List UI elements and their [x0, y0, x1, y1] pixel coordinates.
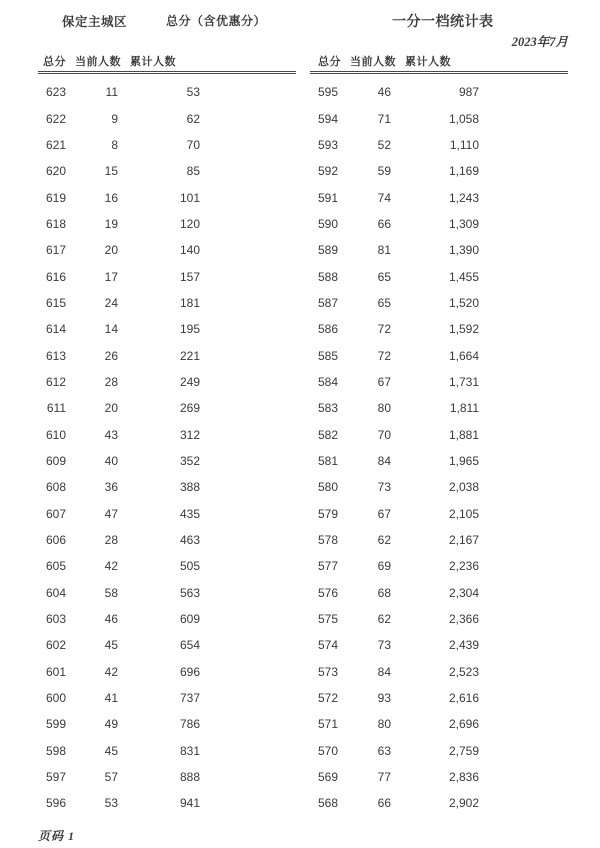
score-cell: 579 [317, 506, 338, 521]
score-table-right [310, 52, 568, 817]
table-row [38, 553, 296, 579]
score-cell: 580 [317, 480, 338, 495]
score-cell: 575 [317, 612, 338, 627]
table-row [310, 132, 568, 158]
current-count-cell: 70 [377, 427, 391, 442]
table-row [310, 685, 568, 711]
cumulative-count-cell: 195 [179, 322, 200, 337]
current-count-cell: 63 [377, 743, 391, 758]
score-cell: 574 [317, 638, 338, 653]
score-cell: 576 [317, 585, 338, 600]
score-cell: 609 [45, 453, 66, 468]
table-row [310, 211, 568, 237]
current-count-cell: 28 [104, 374, 118, 389]
score-cell: 569 [317, 770, 338, 785]
cumulative-count-cell: 941 [179, 796, 200, 811]
current-count-cell: 62 [377, 612, 391, 627]
column-header-current: 当前人数 [75, 56, 121, 68]
current-count-cell: 71 [377, 111, 391, 126]
score-cell: 599 [45, 717, 66, 732]
cumulative-count-cell: 505 [179, 559, 200, 574]
table-row [310, 474, 568, 500]
current-count-cell: 11 [105, 85, 118, 100]
score-cell: 586 [317, 322, 338, 337]
score-cell: 623 [45, 85, 66, 100]
score-cell: 604 [45, 585, 66, 600]
table-row [38, 395, 296, 421]
current-count-cell: 45 [104, 743, 118, 758]
table-row [38, 764, 296, 790]
score-cell: 572 [317, 691, 338, 706]
table-row [310, 395, 568, 421]
table-row [38, 711, 296, 737]
current-count-cell: 57 [104, 770, 118, 785]
column-header-row [38, 52, 296, 71]
current-count-cell: 73 [377, 638, 391, 653]
cumulative-count-cell: 737 [179, 691, 200, 706]
score-cell: 617 [45, 243, 66, 258]
current-count-cell: 72 [377, 322, 391, 337]
table-row [38, 738, 296, 764]
score-cell: 568 [317, 796, 338, 811]
cumulative-count-cell: 1,390 [448, 243, 479, 258]
current-count-cell: 20 [104, 243, 118, 258]
score-cell: 622 [45, 111, 66, 126]
score-cell: 596 [45, 796, 66, 811]
current-count-cell: 15 [104, 164, 118, 179]
report-date: 2023年7月 [511, 35, 568, 49]
table-row [310, 711, 568, 737]
table-row [38, 369, 296, 395]
cumulative-count-cell: 2,366 [448, 612, 479, 627]
cumulative-count-cell: 654 [179, 638, 200, 653]
column-header-cumulative: 累计人数 [405, 56, 451, 68]
current-count-cell: 59 [377, 164, 391, 179]
cumulative-count-cell: 221 [179, 348, 200, 363]
table-row [38, 606, 296, 632]
current-count-cell: 14 [104, 322, 118, 337]
current-count-cell: 72 [377, 348, 391, 363]
cumulative-count-cell: 1,455 [448, 269, 479, 284]
current-count-cell: 49 [104, 717, 118, 732]
score-cell: 594 [317, 111, 338, 126]
current-count-cell: 36 [104, 480, 118, 495]
cumulative-count-cell: 1,664 [448, 348, 479, 363]
current-count-cell: 80 [377, 717, 391, 732]
score-cell: 603 [45, 612, 66, 627]
table-row [310, 659, 568, 685]
current-count-cell: 67 [377, 374, 391, 389]
score-cell: 610 [45, 427, 66, 442]
cumulative-count-cell: 85 [186, 164, 200, 179]
header-divider [38, 71, 296, 74]
current-count-cell: 40 [104, 453, 118, 468]
cumulative-count-cell: 352 [179, 453, 200, 468]
cumulative-count-cell: 1,592 [448, 322, 479, 337]
column-header-row [310, 52, 568, 71]
cumulative-count-cell: 2,105 [448, 506, 479, 521]
table-row [38, 263, 296, 289]
cumulative-count-cell: 1,243 [448, 190, 479, 205]
table-row [310, 237, 568, 263]
cumulative-count-cell: 2,759 [448, 743, 479, 758]
table-row [38, 685, 296, 711]
current-count-cell: 47 [104, 506, 118, 521]
column-header-current: 当前人数 [350, 56, 396, 68]
current-count-cell: 84 [377, 664, 391, 679]
table-row [310, 764, 568, 790]
table-row [38, 211, 296, 237]
current-count-cell: 73 [377, 480, 391, 495]
table-row [38, 184, 296, 210]
cumulative-count-cell: 1,731 [448, 374, 479, 389]
table-row [38, 580, 296, 606]
cumulative-count-cell: 140 [179, 243, 200, 258]
table-row [310, 738, 568, 764]
current-count-cell: 93 [377, 691, 391, 706]
score-cell: 583 [317, 401, 338, 416]
score-table-left [38, 52, 296, 817]
current-count-cell: 65 [377, 269, 391, 284]
score-cell: 591 [317, 190, 338, 205]
current-count-cell: 58 [104, 585, 118, 600]
score-cell: 608 [45, 480, 66, 495]
table-row [310, 158, 568, 184]
score-cell: 598 [45, 743, 66, 758]
table-row [38, 632, 296, 658]
score-cell: 577 [317, 559, 338, 574]
current-count-cell: 52 [377, 137, 391, 152]
cumulative-count-cell: 435 [179, 506, 200, 521]
current-count-cell: 84 [377, 453, 391, 468]
cumulative-count-cell: 2,616 [448, 691, 479, 706]
cumulative-count-cell: 2,038 [448, 480, 479, 495]
current-count-cell: 66 [377, 216, 391, 231]
table-row [38, 316, 296, 342]
cumulative-count-cell: 2,523 [448, 664, 479, 679]
cumulative-count-cell: 2,836 [448, 770, 479, 785]
current-count-cell: 41 [104, 691, 118, 706]
score-cell: 619 [45, 190, 66, 205]
cumulative-count-cell: 157 [179, 269, 200, 284]
score-cell: 587 [317, 295, 338, 310]
score-cell: 582 [317, 427, 338, 442]
cumulative-count-cell: 120 [179, 216, 200, 231]
current-count-cell: 17 [104, 269, 118, 284]
cumulative-count-cell: 53 [186, 85, 200, 100]
table-row [310, 580, 568, 606]
column-header-cumulative: 累计人数 [130, 56, 176, 68]
cumulative-count-cell: 2,304 [448, 585, 479, 600]
current-count-cell: 46 [104, 612, 118, 627]
cumulative-count-cell: 786 [179, 717, 200, 732]
score-cell: 601 [45, 664, 66, 679]
table-row [310, 790, 568, 816]
current-count-cell: 68 [377, 585, 391, 600]
current-count-cell: 69 [377, 559, 391, 574]
score-cell: 570 [317, 743, 338, 758]
cumulative-count-cell: 563 [179, 585, 200, 600]
table-body-left [38, 79, 296, 817]
table-row [310, 184, 568, 210]
table-row [310, 342, 568, 368]
score-cell: 611 [46, 401, 66, 416]
table-row [38, 527, 296, 553]
current-count-cell: 16 [104, 190, 118, 205]
score-cell: 602 [45, 638, 66, 653]
score-cell: 606 [45, 533, 66, 548]
cumulative-count-cell: 2,902 [448, 796, 479, 811]
score-cell: 612 [45, 374, 66, 389]
current-count-cell: 80 [377, 401, 391, 416]
score-cell: 573 [317, 664, 338, 679]
current-count-cell: 24 [104, 295, 118, 310]
cumulative-count-cell: 1,881 [448, 427, 479, 442]
cumulative-count-cell: 1,520 [448, 295, 479, 310]
table-row [310, 606, 568, 632]
report-title: 一分一档统计表 [392, 15, 494, 30]
cumulative-count-cell: 1,965 [448, 453, 479, 468]
current-count-cell: 20 [104, 401, 118, 416]
column-header-score: 总分 [318, 56, 341, 68]
score-cell: 592 [317, 164, 338, 179]
cumulative-count-cell: 269 [179, 401, 200, 416]
current-count-cell: 8 [111, 137, 118, 152]
cumulative-count-cell: 101 [179, 190, 200, 205]
page-number: 页码 1 [38, 829, 76, 843]
table-row [38, 659, 296, 685]
cumulative-count-cell: 2,236 [448, 559, 479, 574]
cumulative-count-cell: 1,309 [448, 216, 479, 231]
cumulative-count-cell: 2,439 [448, 638, 479, 653]
table-row [38, 105, 296, 131]
table-row [38, 132, 296, 158]
score-cell: 607 [45, 506, 66, 521]
cumulative-count-cell: 696 [179, 664, 200, 679]
score-cell: 578 [317, 533, 338, 548]
table-row [38, 158, 296, 184]
score-cell: 613 [45, 348, 66, 363]
score-cell: 585 [317, 348, 338, 363]
score-cell: 590 [317, 216, 338, 231]
score-cell: 589 [317, 243, 338, 258]
table-row [38, 474, 296, 500]
table-row [310, 553, 568, 579]
current-count-cell: 26 [104, 348, 118, 363]
cumulative-count-cell: 249 [179, 374, 200, 389]
cumulative-count-cell: 2,167 [448, 533, 479, 548]
current-count-cell: 9 [111, 111, 118, 126]
table-row [310, 527, 568, 553]
score-cell: 571 [317, 717, 338, 732]
region-label: 保定主城区 [62, 15, 128, 29]
table-row [38, 421, 296, 447]
score-cell: 614 [45, 322, 66, 337]
current-count-cell: 81 [377, 243, 391, 258]
score-cell: 595 [317, 85, 338, 100]
cumulative-count-cell: 62 [186, 111, 200, 126]
cumulative-count-cell: 1,811 [449, 401, 479, 416]
score-cell: 620 [45, 164, 66, 179]
score-cell: 593 [317, 137, 338, 152]
table-row [310, 369, 568, 395]
cumulative-count-cell: 70 [186, 137, 200, 152]
score-cell: 584 [317, 374, 338, 389]
cumulative-count-cell: 312 [179, 427, 200, 442]
cumulative-count-cell: 463 [179, 533, 200, 548]
cumulative-count-cell: 1,058 [448, 111, 479, 126]
current-count-cell: 65 [377, 295, 391, 310]
cumulative-count-cell: 609 [179, 612, 200, 627]
column-header-score: 总分 [43, 56, 66, 68]
table-row [38, 342, 296, 368]
table-body-right [310, 79, 568, 817]
table-row [310, 263, 568, 289]
score-cell: 616 [45, 269, 66, 284]
cumulative-count-cell: 388 [179, 480, 200, 495]
cumulative-count-cell: 2,696 [448, 717, 479, 732]
table-row [310, 79, 568, 105]
table-row [38, 448, 296, 474]
score-type-label: 总分（含优惠分） [166, 14, 267, 28]
score-cell: 597 [45, 770, 66, 785]
current-count-cell: 62 [377, 533, 391, 548]
cumulative-count-cell: 831 [179, 743, 200, 758]
current-count-cell: 77 [377, 770, 391, 785]
current-count-cell: 66 [377, 796, 391, 811]
score-cell: 615 [45, 295, 66, 310]
table-row [310, 105, 568, 131]
score-cell: 581 [317, 453, 338, 468]
current-count-cell: 43 [104, 427, 118, 442]
current-count-cell: 45 [104, 638, 118, 653]
current-count-cell: 46 [377, 85, 391, 100]
score-cell: 600 [45, 691, 66, 706]
score-cell: 605 [45, 559, 66, 574]
current-count-cell: 42 [104, 559, 118, 574]
cumulative-count-cell: 1,169 [448, 164, 479, 179]
table-row [310, 290, 568, 316]
table-row [310, 501, 568, 527]
cumulative-count-cell: 987 [458, 85, 479, 100]
header-divider [310, 71, 568, 74]
score-cell: 621 [45, 137, 66, 152]
score-cell: 588 [317, 269, 338, 284]
current-count-cell: 53 [104, 796, 118, 811]
current-count-cell: 67 [377, 506, 391, 521]
table-row [38, 501, 296, 527]
cumulative-count-cell: 181 [179, 295, 200, 310]
cumulative-count-cell: 1,110 [449, 137, 479, 152]
current-count-cell: 19 [104, 216, 118, 231]
current-count-cell: 42 [104, 664, 118, 679]
current-count-cell: 74 [377, 190, 391, 205]
table-row [38, 290, 296, 316]
table-row [310, 632, 568, 658]
table-row [310, 316, 568, 342]
current-count-cell: 28 [104, 533, 118, 548]
table-row [38, 237, 296, 263]
table-row [38, 79, 296, 105]
table-row [310, 421, 568, 447]
score-cell: 618 [45, 216, 66, 231]
table-row [310, 448, 568, 474]
table-row [38, 790, 296, 816]
cumulative-count-cell: 888 [179, 770, 200, 785]
